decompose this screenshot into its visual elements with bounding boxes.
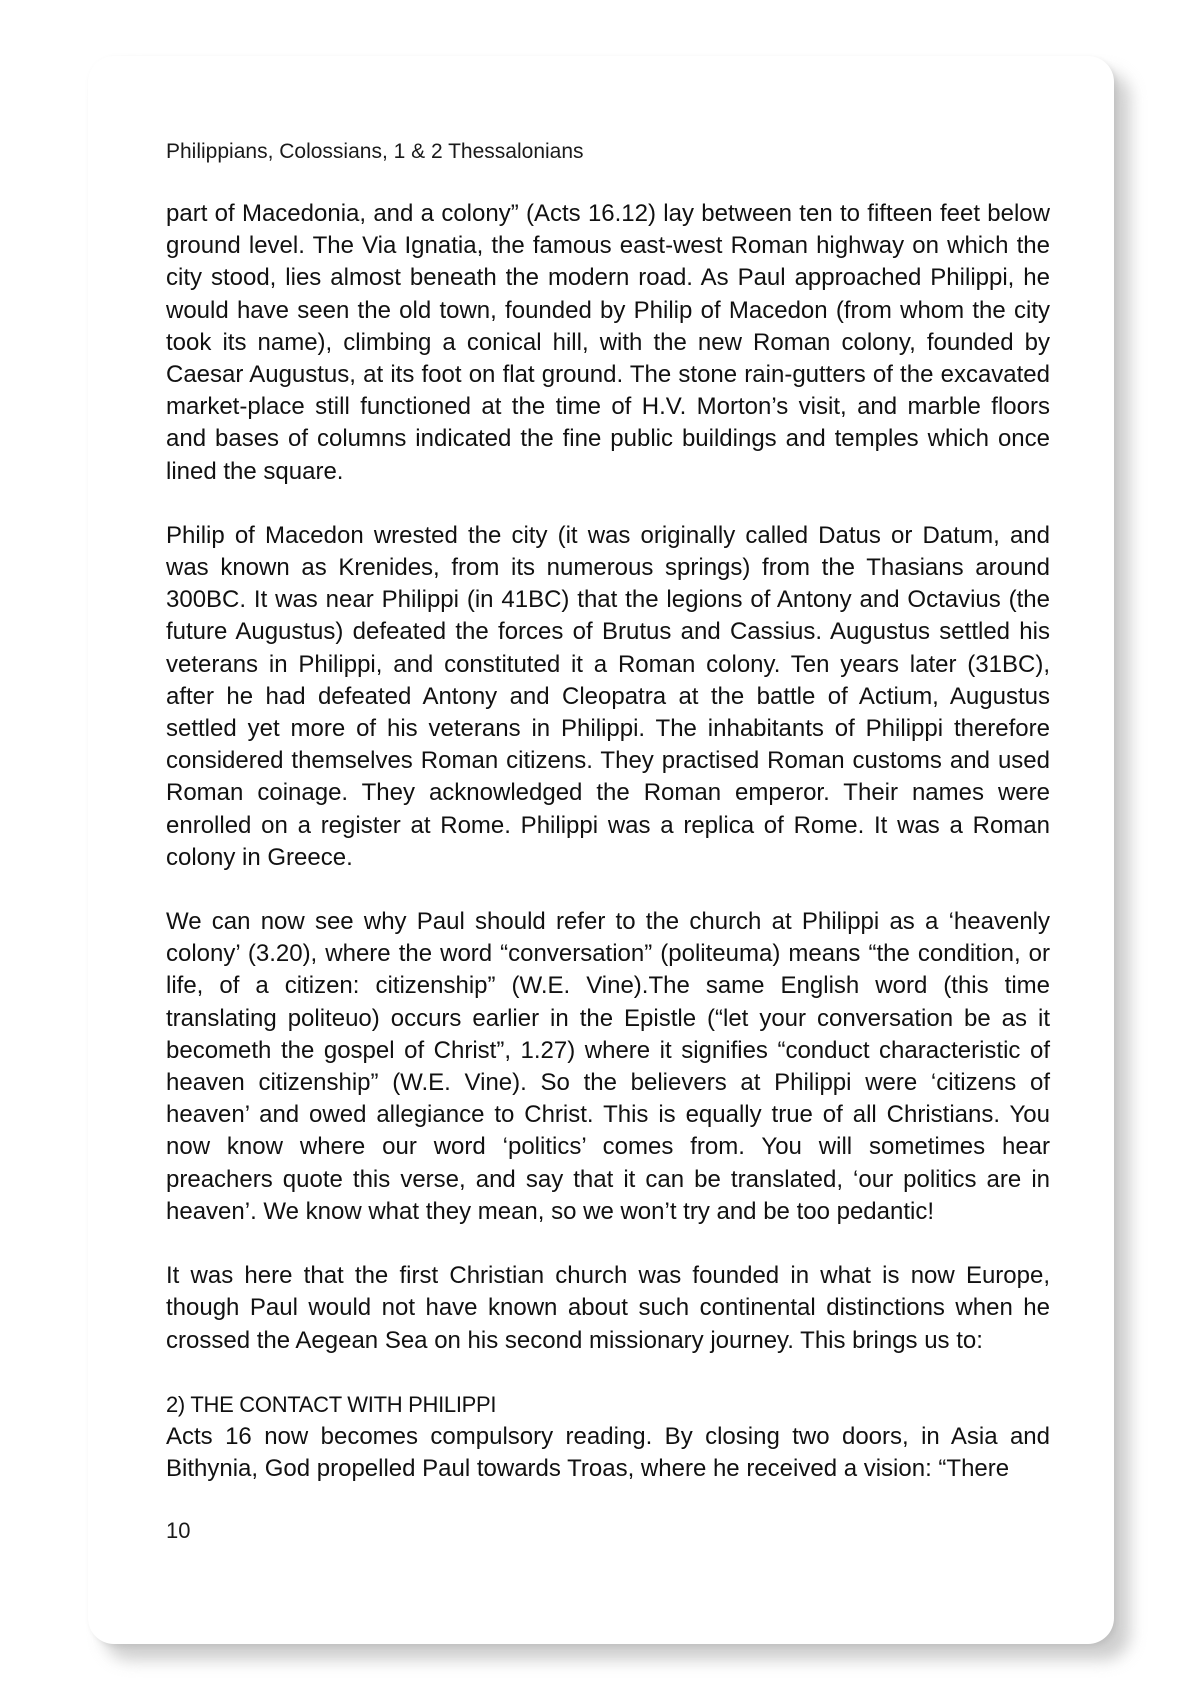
paragraph-3: We can now see why Paul should refer to the church at Philippi as a ‘heavenly colony’ (3.20), where the word “conversation” (politeuma) means “the condition, or life, of a citizen: citizenship” (W.E. Vine).The same English word (this time translating politeuo) occurs earlier in the Epistle (“let your conversation be as it becometh the gospel of Christ”, 1.27) where it signifies “conduct characteristic of heaven citizenship” (W.E. Vine). So the believers at Philippi were ‘citizens of heaven’ and owed allegiance to Christ. This is equally true of all Christians. You now know where our word ‘politics’ comes from. You will sometimes hear preachers quote this verse, and say that it can be translated, ‘our politics are in heaven’. We know what they mean, so we won’t try and be too pedantic! bbox=[166, 908, 1050, 1225]
section-paragraph: Acts 16 now becomes compulsory reading. By closing two doors, in Asia and Bithynia, God propelled Paul towards Troas, where he received a vision: “There bbox=[166, 1422, 1050, 1483]
section-heading: 2) THE CONTACT WITH PHILIPPI bbox=[166, 1391, 497, 1417]
paragraph-2: Philip of Macedon wrested the city (it was originally called Datus or Datum, and was known as Krenides, from its numerous springs) from the Thasians around 300BC. It was near Philippi (in 41BC) that the legions of Antony and Octavius (the future Augustus) defeated the forces of Brutus and Cassius. Augustus settled his veterans in Philippi, and constituted it a Roman colony. Ten years later (31BC), after he had defeated Antony and Cleopatra at the battle of Actium, Augustus settled yet more of his veterans in Philippi. The inhabitants of Philippi therefore considered themselves Roman citizens. They practised Roman customs and used Roman coinage. They acknowledged the Roman emperor. Their names were enrolled on a register at Rome. Philippi was a replica of Rome. It was a Roman colony in Greece. bbox=[166, 521, 1050, 871]
running-head: Philippians, Colossians, 1 & 2 Thessalonians bbox=[166, 140, 584, 163]
paragraph-1: part of Macedonia, and a colony” (Acts 16.12) lay between ten to fifteen feet below ground level. The Via Ignatia, the famous east-west Roman highway on which the city stood, lies almost beneath the modern road. As Paul approached Philippi, he would have seen the old town, founded by Philip of Macedon (from whom the city took its name), climbing a conical hill, with the new Roman colony, founded by Caesar Augustus, at its foot on flat ground. The stone rain-gutters of the excavated market-place still functioned at the time of H.V. Morton’s visit, and marble floors and bases of columns indicated the fine public buildings and temples which once lined the square. bbox=[166, 200, 1050, 485]
page-number: 10 bbox=[166, 1518, 191, 1543]
book-page bbox=[88, 56, 1114, 1644]
page-body bbox=[166, 198, 1050, 1485]
paragraph-4: It was here that the first Christian church was founded in what is now Europe, though Paul would not have known about such continental distinctions when he crossed the Aegean Sea on his second missionary journey. This brings us to: bbox=[166, 1262, 1050, 1354]
